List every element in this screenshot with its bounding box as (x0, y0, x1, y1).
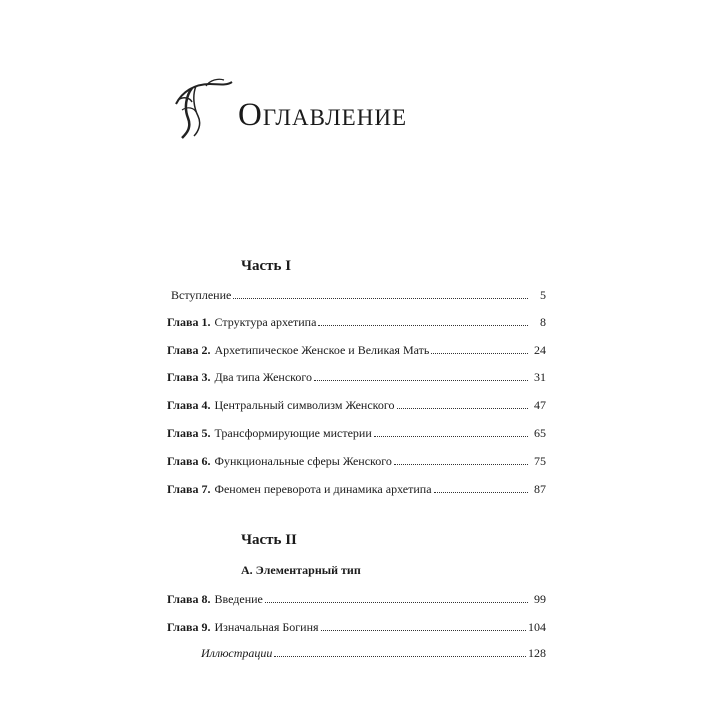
toc-entry[interactable] (167, 370, 546, 384)
dot-leader (314, 371, 528, 381)
toc-entry-page: 47 (534, 398, 546, 412)
part-2-title: Часть II (241, 532, 297, 548)
toc-heading (172, 74, 407, 140)
toc-entry-title: Иллюстрации (201, 646, 273, 660)
toc-entry[interactable] (167, 315, 546, 329)
dot-leader (397, 399, 528, 409)
toc-entry-page: 87 (534, 482, 546, 496)
toc-entry-lead: Глава 2. (167, 343, 211, 357)
toc-entry-lead: Глава 9. (167, 620, 211, 634)
toc-entry-title: Два типа Женского (214, 370, 312, 384)
toc-entry-title: Архетипическое Женское и Великая Мать (214, 343, 430, 357)
toc-entry-page: 75 (534, 454, 546, 468)
toc-entry[interactable] (167, 343, 546, 357)
toc-entry-page: 24 (534, 343, 546, 357)
toc-entry-lead: Глава 3. (167, 370, 211, 384)
toc-entry[interactable] (167, 620, 546, 634)
toc-entry[interactable] (167, 454, 546, 468)
dot-leader (274, 647, 526, 657)
toc-entry-lead: Глава 1. (167, 315, 211, 329)
dot-leader (394, 455, 528, 465)
dot-leader (265, 593, 528, 603)
toc-entry[interactable] (167, 592, 546, 606)
toc-entry-page: 31 (534, 370, 546, 384)
toc-entry-page: 104 (528, 620, 546, 634)
toc-entry[interactable] (167, 426, 546, 440)
toc-entry-title: Функциональные сферы Женского (214, 454, 392, 468)
toc-entry-title: Центральный символизм Женского (214, 398, 395, 412)
toc-entry[interactable] (167, 482, 546, 496)
toc-entry-title: Изначальная Богиня (214, 620, 319, 634)
toc-entry-title: Введение (214, 592, 263, 606)
part-1-title: Часть I (241, 258, 292, 274)
toc-entry-lead: Глава 6. (167, 454, 211, 468)
dot-leader (321, 621, 526, 631)
toc-entry-title: Структура архетипа (214, 315, 317, 329)
dot-leader (434, 483, 528, 493)
toc-entry-page: 99 (534, 592, 546, 606)
toc-entry[interactable] (167, 646, 546, 660)
toc-entry[interactable] (167, 398, 546, 412)
toc-entry-title: Вступление (171, 288, 232, 302)
dot-leader (233, 289, 528, 299)
toc-entry-page: 5 (540, 288, 546, 302)
toc-entry-title: Феномен переворота и динамика архетипа (214, 482, 432, 496)
toc-entry-page: 65 (534, 426, 546, 440)
page-title: Оглавление (238, 97, 408, 133)
toc-entry-title: Трансформирующие мистерии (214, 426, 372, 440)
toc-entry-page: 128 (528, 646, 546, 660)
toc-entry-lead: Глава 4. (167, 398, 211, 412)
toc-entry-lead: Глава 7. (167, 482, 211, 496)
toc-entry-page: 8 (540, 315, 546, 329)
dot-leader (431, 344, 528, 354)
subsection-title: А. Элементарный тип (241, 563, 361, 577)
flourish-ornament-icon (172, 74, 234, 140)
dot-leader (318, 316, 528, 326)
toc-entry[interactable] (167, 288, 546, 302)
toc-entry-lead: Глава 5. (167, 426, 211, 440)
toc-entry-lead: Глава 8. (167, 592, 211, 606)
dot-leader (374, 427, 528, 437)
